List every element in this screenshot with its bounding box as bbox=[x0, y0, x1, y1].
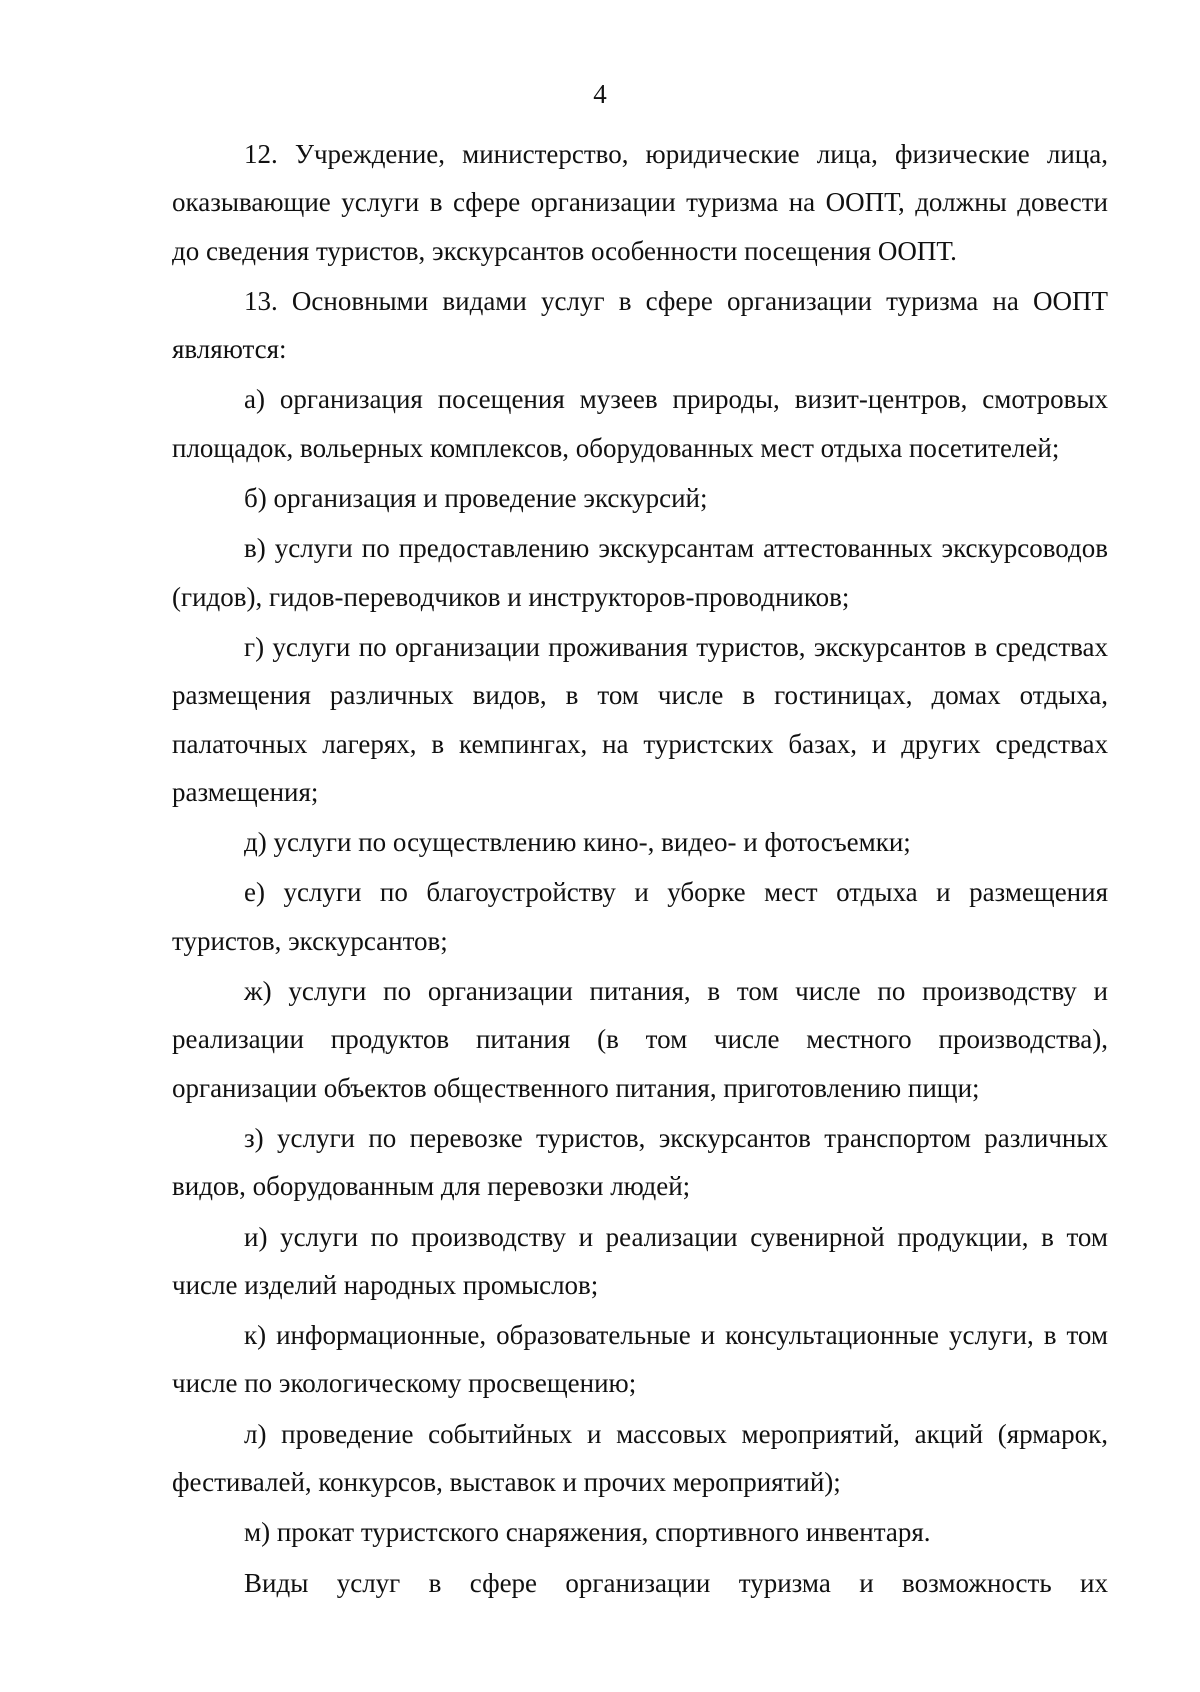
list-item-g: г) услуги по организации проживания туристов, экскурсантов в средствах размещения различных видов, в том числе в гостиницах, домах отдыха, палаточных лагерях, в кемпингах, на туристских базах, и других средствах размещения; bbox=[172, 631, 1108, 807]
paragraph-continuation: Виды услуг в сфере организации туризма и возможность их bbox=[244, 1567, 1108, 1598]
page-number: 4 bbox=[593, 79, 607, 109]
list-item-d: д) услуги по осуществлению кино-, видео- и фотосъемки; bbox=[244, 827, 911, 858]
list-item-z: з) услуги по перевозке туристов, экскурсантов транспортом различных видов, оборудованным для перевозки людей; bbox=[172, 1122, 1108, 1202]
list-item-m: м) прокат туристского снаряжения, спортивного инвентаря. bbox=[244, 1517, 931, 1548]
list-item-k: к) информационные, образовательные и консультационные услуги, в том числе по экологическому просвещению; bbox=[172, 1320, 1108, 1399]
paragraph-13: 13. Основными видами услуг в сфере организации туризма на ООПТ являются: bbox=[172, 285, 1108, 365]
list-item-a: а) организация посещения музеев природы, визит-центров, смотровых площадок, вольерных комплексов, оборудованных мест отдыха посетителей; bbox=[172, 384, 1108, 463]
list-item-b: б) организация и проведение экскурсий; bbox=[244, 483, 708, 514]
list-item-zh: ж) услуги по организации питания, в том числе по производству и реализации продуктов питания (в том числе местного производства), организации объектов общественного питания, приготовлению пищи; bbox=[172, 976, 1108, 1103]
list-item-i: и) услуги по производству и реализации сувенирной продукции, в том числе изделий народных промыслов; bbox=[172, 1221, 1108, 1300]
list-item-v: в) услуги по предоставлению экскурсантам аттестованных экскурсоводов (гидов), гидов-переводчиков и инструкторов-проводников; bbox=[172, 533, 1108, 612]
paragraph-12: 12. Учреждение, министерство, юридические лица, физические лица, оказывающие услуги в сфере организации туризма на ООПТ, должны довести до сведения туристов, экскурсантов особенности посещения ООПТ. bbox=[172, 139, 1108, 266]
document-body bbox=[172, 130, 1108, 1609]
list-item-l: л) проведение событийных и массовых мероприятий, акций (ярмарок, фестивалей, конкурсов, выставок и прочих мероприятий); bbox=[172, 1418, 1108, 1498]
list-item-e: е) услуги по благоустройству и уборке мест отдыха и размещения туристов, экскурсантов; bbox=[172, 877, 1108, 956]
